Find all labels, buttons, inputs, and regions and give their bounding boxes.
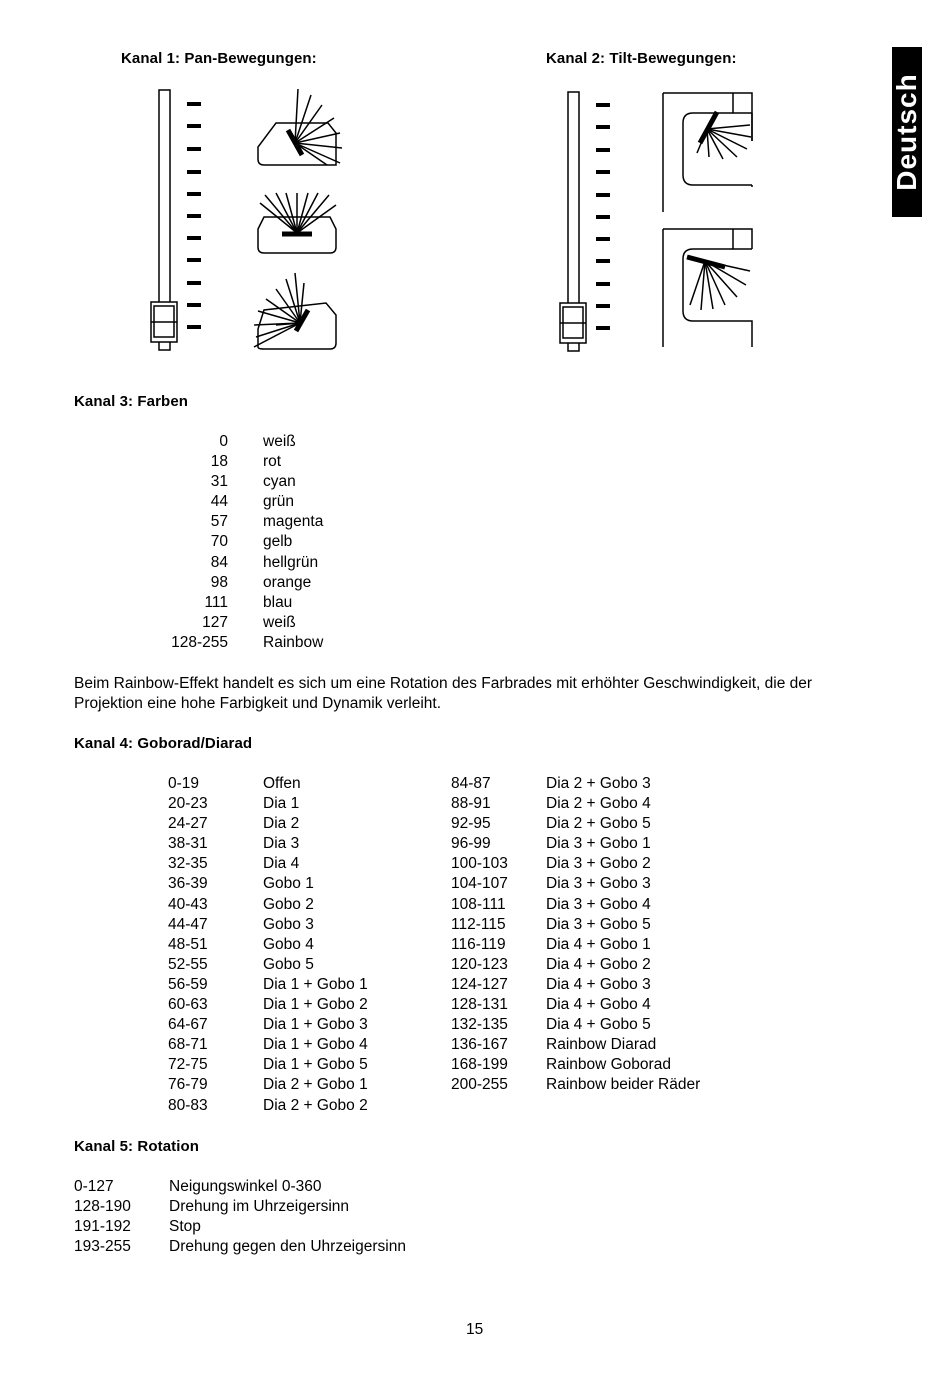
gobo-row-value: 116-119: [451, 935, 506, 953]
color-row-label: gelb: [263, 533, 293, 551]
rotation-row-label: Drehung gegen den Uhrzeigersinn: [169, 1238, 406, 1256]
gobo-row-value: 128-131: [451, 996, 508, 1014]
rotation-row-value: 191-192: [74, 1218, 131, 1236]
color-row-value: 111: [204, 593, 228, 611]
color-row-label: Rainbow: [263, 633, 324, 651]
gobo-row-value: 48-51: [168, 935, 208, 953]
gobo-row-value: 40-43: [168, 895, 208, 913]
gobo-row-value: 132-135: [451, 1016, 508, 1034]
gobo-row-value: 56-59: [168, 975, 208, 993]
gobo-row-label: Dia 3 + Gobo 5: [546, 915, 651, 933]
gobo-row-label: Dia 4 + Gobo 1: [546, 935, 651, 953]
color-row-label: hellgrün: [263, 553, 319, 571]
color-row-label: blau: [263, 593, 293, 611]
channel5-heading: Kanal 5: Rotation: [74, 1138, 200, 1155]
gobo-row-value: 38-31: [168, 835, 208, 853]
page-number: 15: [466, 1321, 484, 1338]
gobo-row-value: 108-111: [451, 895, 506, 913]
gobo-row-value: 100-103: [451, 855, 508, 873]
gobo-row-value: 200-255: [451, 1076, 508, 1094]
gobo-row-label: Dia 2 + Gobo 1: [263, 1076, 368, 1094]
channel1-heading: Kanal 1: Pan-Bewegungen:: [121, 50, 317, 67]
color-row-label: cyan: [263, 473, 296, 491]
gobo-row-label: Dia 2: [263, 815, 300, 833]
gobo-row-value: 92-95: [451, 815, 491, 833]
channel4-heading: Kanal 4: Goborad/Diarad: [74, 735, 253, 752]
gobo-row-value: 52-55: [168, 955, 208, 973]
gobo-row-value: 80-83: [168, 1096, 208, 1114]
gobo-row-value: 32-35: [168, 855, 208, 873]
color-row-value: 44: [210, 493, 228, 511]
pan-head-center: [258, 193, 336, 253]
pan-head-left: [258, 89, 342, 165]
gobo-row-value: 124-127: [451, 975, 508, 993]
gobo-row-value: 44-47: [168, 915, 208, 933]
gobo-row-value: 120-123: [451, 955, 508, 973]
language-tab-label: Deutsch: [891, 73, 922, 191]
gobo-row-label: Gobo 1: [263, 875, 314, 893]
gobo-row-value: 96-99: [451, 835, 491, 853]
gobo-row-label: Dia 2 + Gobo 2: [263, 1096, 368, 1114]
color-row-label: grün: [263, 493, 295, 511]
color-row-label: weiß: [263, 613, 296, 631]
color-row-value: 70: [210, 533, 228, 551]
color-row-label: orange: [263, 573, 312, 591]
gobo-row-value: 88-91: [451, 795, 491, 813]
rotation-row-value: 193-255: [74, 1238, 131, 1256]
language-tab: [892, 47, 922, 217]
gobo-row-label: Dia 1 + Gobo 4: [263, 1036, 368, 1054]
gobo-row-label: Dia 1 + Gobo 3: [263, 1016, 368, 1034]
color-row-value: 31: [210, 473, 228, 491]
gobo-row-label: Gobo 5: [263, 955, 314, 973]
gobo-row-value: 72-75: [168, 1056, 208, 1074]
gobo-row-label: Dia 1 + Gobo 1: [263, 975, 368, 993]
tilt-diagram: [545, 85, 760, 360]
gobo-row-label: Dia 3: [263, 835, 300, 853]
gobo-row-label: Dia 3 + Gobo 4: [546, 895, 651, 913]
gobo-row-label: Dia 4 + Gobo 2: [546, 955, 651, 973]
gobo-row-label: Dia 4 + Gobo 3: [546, 975, 651, 993]
gobo-row-label: Rainbow Diarad: [546, 1036, 657, 1054]
tilt-scale-ticks: [596, 103, 610, 330]
gobo-row-label: Dia 1: [263, 795, 300, 813]
color-row-label: weiß: [263, 433, 296, 450]
gobo-row-label: Dia 3 + Gobo 2: [546, 855, 651, 873]
gobo-row-label: Rainbow beider Räder: [546, 1076, 701, 1094]
gobo-row-value: 24-27: [168, 815, 208, 833]
channel2-heading: Kanal 2: Tilt-Bewegungen:: [546, 50, 737, 67]
pan-fader: [151, 90, 177, 350]
rotation-row-label: Neigungswinkel 0-360: [169, 1178, 322, 1195]
gobo-row-value: 104-107: [451, 875, 508, 893]
gobo-row-value: 68-71: [168, 1036, 208, 1054]
gobo-row-value: 76-79: [168, 1076, 208, 1094]
gobo-row-label: Dia 3 + Gobo 3: [546, 875, 651, 893]
gobo-row-label: Gobo 2: [263, 895, 314, 913]
gobo-row-label: Gobo 4: [263, 935, 314, 953]
color-row-value: 128-255: [171, 633, 228, 651]
tilt-head-upper: [663, 93, 752, 212]
gobo-row-value: 36-39: [168, 875, 208, 893]
tilt-head-lower: [663, 229, 752, 347]
color-row-value: 18: [210, 453, 228, 471]
gobo-row-label: Dia 1 + Gobo 5: [263, 1056, 368, 1074]
color-row-value: 127: [202, 613, 228, 631]
gobo-row-label: Dia 2 + Gobo 3: [546, 775, 651, 792]
pan-head-right: [254, 273, 336, 349]
rainbow-paragraph-line1: Beim Rainbow-Effekt handelt es sich um eine Rotation des Farbrades mit erhöhter Geschwindigkeit, die der: [74, 675, 813, 692]
gobo-row-label: Rainbow Goborad: [546, 1056, 671, 1074]
rotation-row-value: 0-127: [74, 1178, 114, 1195]
gobo-row-value: 64-67: [168, 1016, 208, 1034]
rotation-row-value: 128-190: [74, 1198, 131, 1216]
color-row-value: 57: [210, 513, 228, 531]
color-row-label: rot: [263, 453, 282, 471]
gobo-row-value: 84-87: [451, 775, 491, 792]
gobo-row-label: Dia 2 + Gobo 5: [546, 815, 651, 833]
gobo-row-label: Gobo 3: [263, 915, 314, 933]
gobo-row-label: Dia 1 + Gobo 2: [263, 996, 368, 1014]
rainbow-paragraph-line2: Projektion eine hohe Farbigkeit und Dynamik verleiht.: [74, 695, 442, 712]
gobo-row-value: 112-115: [451, 915, 506, 933]
gobo-row-label: Dia 3 + Gobo 1: [546, 835, 651, 853]
gobo-row-label: Offen: [263, 775, 301, 792]
gobo-row-label: Dia 4 + Gobo 4: [546, 996, 651, 1014]
gobo-row-label: Dia 4: [263, 855, 300, 873]
gobo-row-value: 20-23: [168, 795, 208, 813]
color-row-value: 0: [219, 433, 228, 450]
gobo-row-value: 0-19: [168, 775, 200, 792]
color-row-value: 84: [210, 553, 228, 571]
pan-scale-ticks: [187, 102, 201, 329]
gobo-row-label: Dia 2 + Gobo 4: [546, 795, 651, 813]
tilt-fader: [560, 92, 586, 351]
color-row-label: magenta: [263, 513, 324, 531]
color-row-value: 98: [210, 573, 228, 591]
gobo-row-label: Dia 4 + Gobo 5: [546, 1016, 651, 1034]
rotation-row-label: Stop: [169, 1218, 201, 1236]
gobo-row-value: 60-63: [168, 996, 208, 1014]
gobo-row-value: 168-199: [451, 1056, 508, 1074]
channel3-heading: Kanal 3: Farben: [74, 393, 189, 410]
rotation-row-label: Drehung im Uhrzeigersinn: [169, 1198, 350, 1216]
pan-diagram: [140, 85, 360, 360]
gobo-row-value: 136-167: [451, 1036, 508, 1054]
